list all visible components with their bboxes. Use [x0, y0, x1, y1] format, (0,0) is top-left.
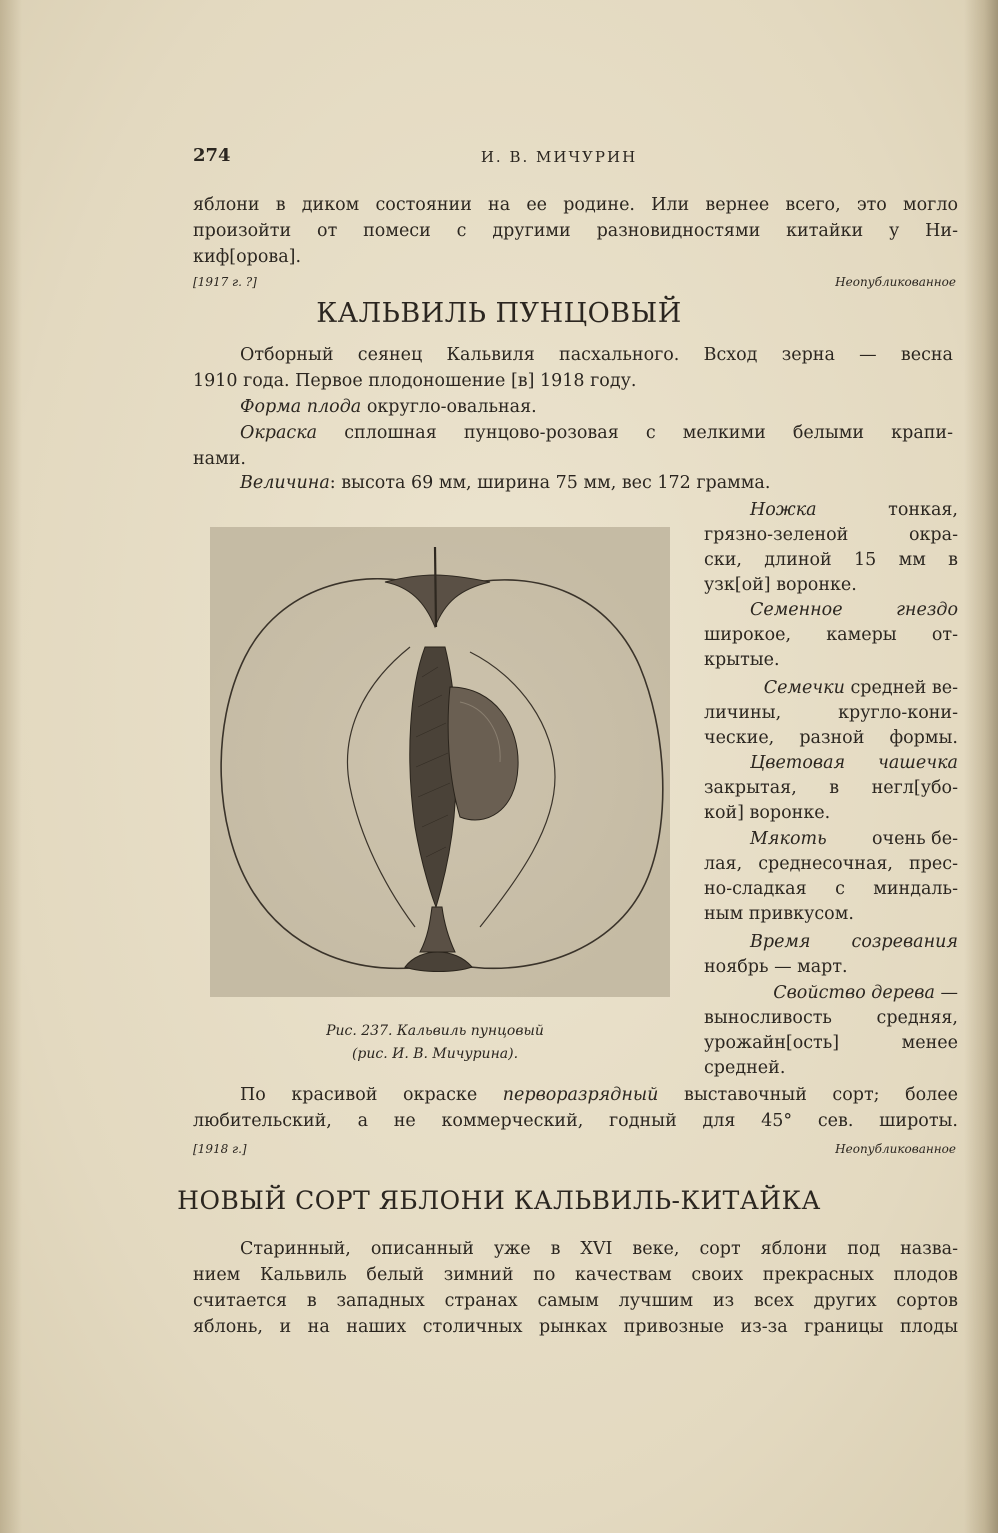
text-line: лая, среднесочная, прес-	[704, 854, 958, 874]
term-label: Семечки	[763, 678, 845, 698]
text-line: нием Кальвиль белый зимний по качествам своих прекрасных плодов	[193, 1265, 958, 1285]
apple-cross-section-figure	[210, 527, 670, 997]
nozhka-line: Ножка тонкая,	[704, 497, 958, 523]
term-label: Время созревания	[750, 932, 958, 952]
text-line: широкое, камеры от-	[704, 625, 958, 645]
text-line: грязно-зеленой окра-	[704, 525, 958, 545]
text-line: яблони в диком состоянии на ее родине. Или вернее всего, это могло	[193, 195, 958, 215]
date-note: [1917 г. ?]	[193, 275, 257, 289]
text-line: произойти от помеси с другими разновидностями китайки у Ни-	[193, 221, 958, 241]
date-note: [1918 г.]	[193, 1142, 247, 1156]
running-title: И. В. МИЧУРИН	[480, 148, 638, 166]
text-line: личины, кругло-кони-	[704, 703, 958, 723]
text-line: закрытая, в негл[убо-	[704, 778, 958, 798]
apple-illustration-icon	[210, 527, 670, 997]
term-label: Цветовая чашечка	[750, 753, 958, 773]
text-line: 1910 года. Первое плодоношение [в] 1918 году.	[193, 371, 637, 391]
text-line: крытые.	[704, 650, 780, 670]
text-line: считается в западных странах самым лучшим из всех других сортов	[193, 1291, 958, 1311]
text-line: любительский, а не коммерческий, годный для 45° сев. широты.	[193, 1111, 958, 1131]
figure-caption: Рис. 237. Кальвиль пунцовый	[326, 1023, 544, 1039]
text-line: Старинный, описанный уже в XVI веке, сорт яблони под назва-	[240, 1239, 958, 1259]
closing-line: По красивой окраске перворазрядный выставочный сорт; более	[240, 1085, 958, 1105]
section-title: КАЛЬВИЛЬ ПУНЦОВЫЙ	[316, 298, 682, 329]
page-shadow-left	[0, 0, 22, 1533]
text-line: ческие, разной формы.	[704, 728, 958, 748]
text-line: нами.	[193, 449, 246, 469]
term-label: Ножка	[750, 500, 817, 520]
page-number: 274	[193, 145, 231, 166]
text-line: киф[орова].	[193, 247, 302, 267]
semechki-line: Семечки средней ве-	[763, 678, 958, 698]
term-label: Величина	[240, 473, 330, 493]
figure-caption: (рис. И. В. Мичурина).	[351, 1046, 519, 1062]
publication-status: Неопубликованное	[835, 1142, 956, 1156]
text-line: Отборный сеянец Кальвиля пасхального. Всход зерна — весна	[240, 345, 953, 365]
text-line: но-сладкая с миндаль-	[704, 879, 958, 899]
okraska-line: Окраска сплошная пунцово-розовая с мелкими белыми крапи-	[240, 423, 953, 443]
myakot-line: Мякоть очень бе-	[704, 826, 958, 852]
term-label: Окраска	[240, 423, 318, 443]
text-line: узк[ой] воронке.	[704, 575, 857, 595]
page-edge-right	[964, 0, 998, 1533]
velichina-line: Величина: высота 69 мм, ширина 75 мм, вес 172 грамма.	[240, 473, 771, 493]
text-line: ноябрь — март.	[704, 957, 848, 977]
text-line: средней.	[704, 1058, 786, 1078]
svoistvo-line: Свойство дерева —	[773, 983, 958, 1003]
text-line: урожайн[ость] менее	[704, 1033, 958, 1053]
publication-status: Неопубликованное	[835, 275, 956, 289]
text-line: яблонь, и на наших столичных рынках привозные из-за границы плоды	[193, 1317, 958, 1337]
forma-line: Форма плода округло-овальная.	[240, 397, 537, 417]
text-line: ски, длиной 15 мм в	[704, 550, 958, 570]
term-label: Семенное гнездо	[750, 600, 958, 620]
section-title: НОВЫЙ СОРТ ЯБЛОНИ КАЛЬВИЛЬ-КИТАЙКА	[177, 1186, 821, 1215]
term-label: Мякоть	[750, 829, 827, 849]
term-label: Свойство дерева	[773, 983, 935, 1003]
text-line: выносливость средняя,	[704, 1008, 958, 1028]
term-label: Форма плода	[240, 397, 362, 417]
text-line: ным привкусом.	[704, 904, 854, 924]
text-line: кой] воронке.	[704, 803, 831, 823]
